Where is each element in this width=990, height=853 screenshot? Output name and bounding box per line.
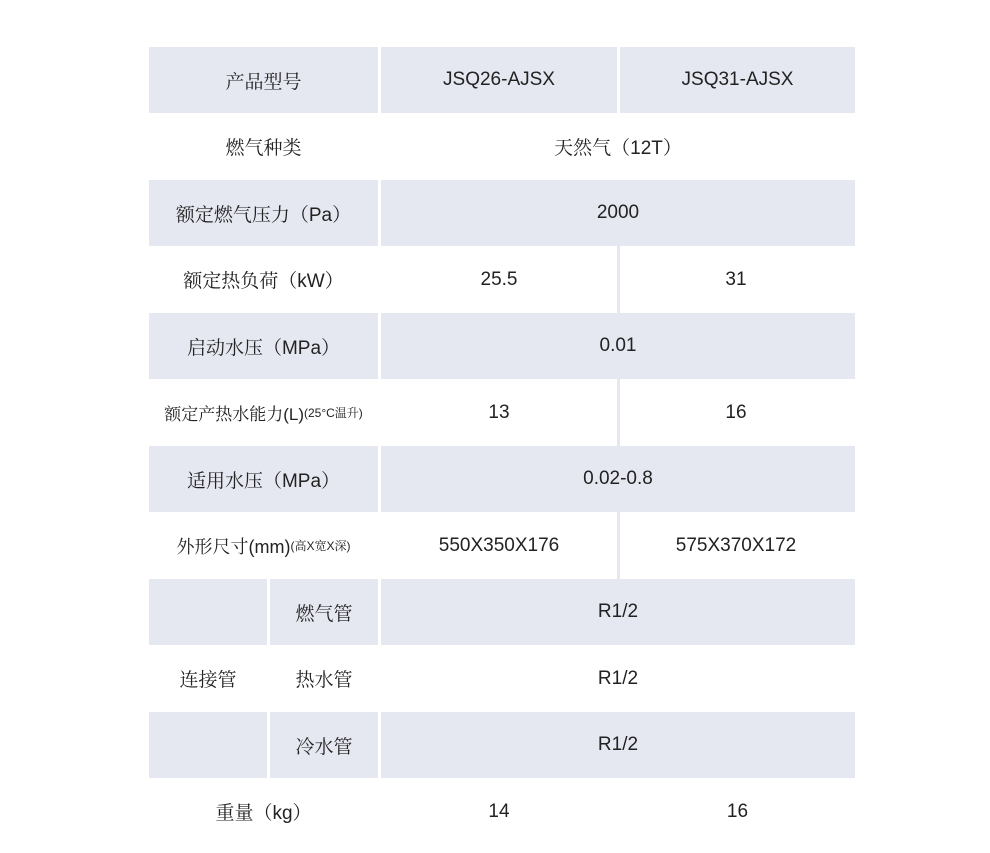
hot-water-capacity-a: 13 xyxy=(488,401,510,423)
weight-b: 16 xyxy=(726,800,749,822)
hot-water-pipe-label-cell xyxy=(270,645,378,712)
dimensions-a-cell xyxy=(381,512,617,579)
gas-type-value-cell xyxy=(381,113,855,180)
hot-water-capacity-a-cell xyxy=(381,379,617,446)
start-water-pressure-value-cell xyxy=(381,313,855,379)
connections-label: 连接管 xyxy=(179,670,237,691)
hot-water-capacity-label-cell xyxy=(149,379,378,446)
hot-water-capacity-b-cell xyxy=(617,379,852,446)
header-label: 产品型号 xyxy=(225,71,302,93)
hot-water-pipe-label: 热水管 xyxy=(295,670,353,691)
hot-water-capacity-note: (25°C温升) xyxy=(303,406,363,420)
rated-heat-load-label: 额定热负荷（kW） xyxy=(183,271,344,292)
model-a-cell xyxy=(381,47,617,113)
rated-gas-pressure-label: 额定燃气压力（Pa） xyxy=(175,204,352,226)
dimensions-b: 575X370X172 xyxy=(675,534,797,556)
cold-water-pipe-label-cell xyxy=(270,712,378,778)
model-b-cell xyxy=(620,47,855,113)
gas-pipe-label-cell xyxy=(270,579,378,645)
hot-water-pipe-value: R1/2 xyxy=(597,667,639,689)
hot-water-capacity-label: 额定产热水能力(L) xyxy=(164,405,304,424)
gas-type-label-cell xyxy=(149,113,378,180)
dimensions-note: (高X宽X深) xyxy=(290,539,351,553)
gas-type-value: 天然气（12T） xyxy=(554,138,682,159)
weight-b-cell xyxy=(620,778,855,845)
hot-water-capacity-b: 16 xyxy=(725,401,747,423)
connections-gap-top xyxy=(149,579,267,645)
weight-label-cell xyxy=(149,778,378,845)
weight-label: 重量（kg） xyxy=(215,803,312,824)
applicable-water-pressure-value: 0.02-0.8 xyxy=(583,468,653,489)
gas-pipe-value-cell xyxy=(381,579,855,645)
dimensions-a: 550X350X176 xyxy=(438,534,560,556)
weight-a-cell xyxy=(381,778,617,845)
rated-gas-pressure-label-cell xyxy=(149,180,378,246)
cold-water-pipe-value: R1/2 xyxy=(597,734,639,755)
hot-water-pipe-value-cell xyxy=(381,645,855,712)
gas-pipe-value: R1/2 xyxy=(597,601,639,622)
model-b: JSQ31-AJSX xyxy=(681,69,794,90)
model-a: JSQ26-AJSX xyxy=(443,69,555,90)
rated-heat-load-a: 25.5 xyxy=(480,268,518,290)
connections-gap-bottom xyxy=(149,712,267,778)
connections-label-cell xyxy=(149,645,267,712)
applicable-water-pressure-value-cell xyxy=(381,446,855,512)
rated-heat-load-b-cell xyxy=(617,246,852,313)
rated-heat-load-b: 31 xyxy=(725,268,747,290)
weight-a: 14 xyxy=(488,800,510,822)
rated-gas-pressure-value-cell xyxy=(381,180,855,246)
cold-water-pipe-label: 冷水管 xyxy=(295,736,353,758)
dimensions-b-cell xyxy=(617,512,852,579)
start-water-pressure-label: 启动水压（MPa） xyxy=(186,337,341,359)
cold-water-pipe-value-cell xyxy=(381,712,855,778)
header-label-cell xyxy=(149,47,378,113)
rated-gas-pressure-value: 2000 xyxy=(596,202,640,223)
applicable-water-pressure-label-cell xyxy=(149,446,378,512)
applicable-water-pressure-label: 适用水压（MPa） xyxy=(186,470,341,492)
gas-type-label: 燃气种类 xyxy=(225,138,302,159)
start-water-pressure-label-cell xyxy=(149,313,378,379)
rated-heat-load-label-cell xyxy=(149,246,378,313)
dimensions-label: 外形尺寸(mm) xyxy=(176,536,291,557)
dimensions-label-cell xyxy=(149,512,378,579)
gas-pipe-label: 燃气管 xyxy=(295,603,353,625)
rated-heat-load-a-cell xyxy=(381,246,617,313)
start-water-pressure-value: 0.01 xyxy=(599,335,637,356)
